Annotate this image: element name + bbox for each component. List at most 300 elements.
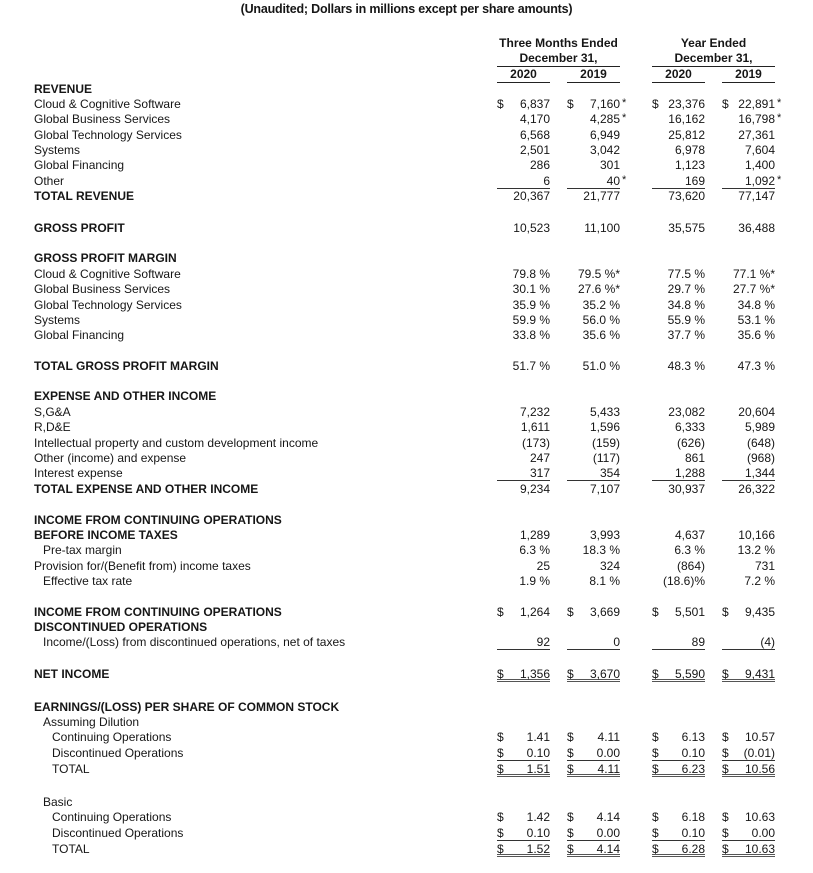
value-cell: [567, 267, 620, 282]
row-label: Interest expense: [34, 466, 123, 481]
currency-symbol: $: [722, 810, 729, 824]
cell-value: (117): [592, 450, 620, 465]
value-cell: [497, 267, 550, 282]
value-cell: [652, 359, 705, 374]
cell-value: 53.1 %: [737, 312, 775, 327]
cell-value: 33.8 %: [512, 328, 550, 343]
value-cell: [567, 221, 620, 236]
header-col-y-2020: 2020: [652, 67, 705, 83]
cell-value: 861: [684, 450, 705, 465]
cell-value: 47.3 %: [737, 359, 775, 373]
currency-symbol: $: [497, 842, 504, 856]
cell-value: 1.51: [526, 762, 550, 776]
value-cell: [722, 466, 775, 481]
cell-value: 79.8 %: [512, 267, 550, 281]
value-cell: [497, 746, 550, 761]
table-row: [0, 405, 813, 420]
value-cell: [652, 605, 705, 620]
value-cell: [497, 221, 550, 236]
cell-value: 59.9 %: [512, 312, 550, 327]
row-label: Global Technology Services: [34, 297, 182, 312]
cell-value: 79.5 %*: [577, 267, 620, 281]
cell-value: 73,620: [668, 188, 705, 203]
cell-value: 51.7 %: [512, 359, 550, 373]
row-label: EXPENSE AND OTHER INCOME: [34, 389, 217, 403]
table-row: [0, 436, 813, 451]
cell-value: 77.1 %*: [732, 267, 775, 281]
cell-value: 18.3 %: [582, 543, 620, 557]
value-cell: [497, 574, 550, 589]
cell-value: 23,082: [668, 405, 705, 419]
value-cell: [497, 559, 550, 574]
currency-symbol: $: [652, 826, 659, 840]
value-cell: [652, 810, 705, 825]
cell-value: 35.6 %: [582, 328, 620, 343]
value-cell: [652, 482, 705, 497]
cell-value: 7,160: [589, 97, 620, 111]
row-label: S,G&A: [34, 405, 71, 419]
value-cell: [652, 174, 705, 189]
currency-symbol: $: [722, 730, 729, 744]
subsection-title: [0, 795, 813, 810]
row-label: INCOME FROM CONTINUING OPERATIONS: [34, 513, 282, 527]
cell-value: (864): [676, 559, 705, 573]
cell-value: 4.14: [596, 842, 620, 856]
value-cell: [497, 282, 550, 297]
header-year-line1: Year Ended: [680, 36, 747, 50]
currency-symbol: $: [567, 730, 574, 744]
value-cell: [497, 359, 550, 374]
value-cell: [722, 605, 775, 620]
cell-value: 30,937: [668, 481, 705, 496]
cell-value: 6.3 %: [519, 543, 550, 557]
row-label: Cloud & Cognitive Software: [34, 267, 181, 281]
cell-value: 29.7 %: [667, 282, 705, 297]
section-title: [0, 700, 813, 715]
cell-value: 5,590: [674, 667, 705, 681]
row-label: Systems: [34, 142, 81, 157]
value-cell: [722, 143, 775, 158]
cell-value: 34.8 %: [737, 297, 775, 312]
value-cell: [652, 466, 705, 481]
row-label: NET INCOME: [34, 667, 110, 681]
value-cell: [497, 405, 550, 420]
value-cell: [497, 466, 550, 481]
cell-value: 6: [543, 173, 550, 188]
value-cell: [567, 451, 620, 466]
cell-value: 1,264: [519, 605, 550, 619]
cell-value: 1,356: [519, 667, 550, 681]
cell-value: 48.3 %: [667, 359, 705, 373]
value-cell: [722, 173, 782, 189]
cell-value: 1,400: [744, 158, 775, 173]
cell-value: 286: [529, 158, 550, 173]
currency-symbol: $: [722, 746, 729, 760]
cell-value: 26,322: [738, 481, 775, 496]
row-label: Continuing Operations: [52, 730, 172, 744]
row-label: TOTAL GROSS PROFIT MARGIN: [34, 359, 219, 373]
currency-symbol: $: [567, 810, 574, 824]
value-cell: [497, 97, 550, 112]
header-three-months-line2: December 31,: [519, 51, 598, 65]
value-cell: [722, 158, 775, 173]
cell-value: 6.28: [681, 842, 705, 856]
table-row: [0, 282, 813, 297]
cell-value: 11,100: [584, 221, 620, 235]
cell-value: 6,978: [674, 142, 705, 157]
table-row: [0, 112, 813, 127]
value-cell: [722, 667, 775, 682]
table-row: [0, 605, 813, 620]
value-cell: [722, 574, 775, 589]
cell-value: 22,891: [738, 97, 775, 111]
cell-value: 3,993: [589, 528, 620, 542]
header-three-months-line1: Three Months Ended: [499, 36, 618, 50]
table-row: [0, 313, 813, 328]
cell-value: 6.3 %: [674, 543, 705, 557]
currency-symbol: $: [652, 97, 659, 111]
cell-value: 16,162: [668, 112, 705, 127]
currency-symbol: $: [497, 762, 504, 776]
section-title: [0, 389, 813, 404]
table-row: [0, 826, 813, 841]
value-cell: [497, 328, 550, 343]
currency-symbol: $: [567, 826, 574, 840]
value-cell: [652, 128, 705, 143]
value-cell: [652, 405, 705, 420]
currency-symbol: $: [497, 730, 504, 744]
cell-value: (159): [591, 435, 620, 450]
value-cell: [497, 143, 550, 158]
currency-symbol: $: [497, 746, 504, 760]
value-cell: [652, 143, 705, 158]
currency-symbol: $: [567, 605, 574, 619]
value-cell: [567, 635, 620, 650]
table-row: [0, 559, 813, 574]
value-cell: [722, 328, 775, 343]
value-cell: [497, 730, 550, 745]
currency-symbol: $: [652, 730, 659, 744]
value-cell: [722, 482, 775, 497]
row-label: R,D&E: [34, 420, 71, 435]
value-cell: [652, 282, 705, 297]
currency-symbol: $: [497, 605, 504, 619]
table-row: [0, 482, 813, 497]
cell-value: 4.14: [596, 810, 620, 824]
table-row: [0, 762, 813, 777]
table-row: [0, 730, 813, 745]
cell-value: 1,344: [744, 466, 775, 481]
cell-value: 301: [599, 158, 620, 173]
value-cell: [567, 405, 620, 420]
cell-value: 324: [599, 559, 620, 573]
currency-symbol: $: [497, 667, 504, 681]
value-cell: [497, 605, 550, 620]
cell-value: 10.57: [744, 730, 775, 744]
currency-symbol: $: [567, 667, 574, 681]
value-cell: [722, 746, 775, 761]
value-cell: [497, 158, 550, 173]
currency-symbol: $: [567, 842, 574, 856]
footnote-asterisk: *: [622, 112, 627, 125]
value-cell: [722, 543, 775, 558]
cell-value: 16,798: [738, 112, 775, 127]
cell-value: 10.56: [744, 762, 775, 776]
cell-value: 0.10: [526, 746, 550, 760]
value-cell: [567, 543, 620, 558]
value-cell: [567, 112, 627, 127]
value-cell: [567, 282, 620, 297]
cell-value: 27.7 %*: [732, 282, 775, 297]
value-cell: [722, 359, 775, 374]
cell-value: 6.18: [681, 810, 705, 824]
row-label: Other (income) and expense: [34, 450, 187, 465]
cell-value: 6.13: [681, 730, 705, 744]
table-row: [0, 842, 813, 857]
cell-value: 0.10: [526, 826, 550, 840]
table-row: [0, 298, 813, 313]
value-cell: [722, 128, 775, 143]
cell-value: 0.00: [596, 826, 620, 840]
currency-symbol: $: [652, 842, 659, 856]
row-label: BEFORE INCOME TAXES: [34, 528, 178, 542]
value-cell: [567, 173, 627, 189]
value-cell: [652, 762, 705, 777]
cell-value: 5,989: [744, 420, 775, 435]
cell-value: 9,431: [744, 667, 775, 681]
cell-value: 169: [684, 173, 705, 188]
value-cell: [497, 482, 550, 497]
table-row: [0, 97, 813, 112]
value-cell: [652, 298, 705, 313]
value-cell: [567, 466, 620, 481]
value-cell: [567, 574, 620, 589]
value-cell: [722, 559, 775, 574]
value-cell: [497, 667, 550, 682]
cell-value: 7,232: [519, 405, 550, 419]
cell-value: 1,611: [520, 420, 550, 435]
row-label: Basic: [43, 795, 73, 809]
header-col-q-2020: 2020: [497, 67, 550, 83]
footnote-asterisk: *: [777, 173, 782, 186]
cell-value: 1.52: [526, 842, 550, 856]
currency-symbol: $: [722, 667, 729, 681]
value-cell: [652, 746, 705, 761]
currency-symbol: $: [722, 762, 729, 776]
value-cell: [497, 762, 550, 777]
value-cell: [567, 559, 620, 574]
value-cell: [567, 189, 620, 204]
value-cell: [652, 451, 705, 466]
row-label: Assuming Dilution: [43, 715, 140, 729]
table-row: [0, 746, 813, 761]
row-label: DISCONTINUED OPERATIONS: [34, 620, 208, 634]
currency-symbol: $: [652, 605, 659, 619]
cell-value: 37.7 %: [667, 328, 705, 343]
row-label: Effective tax rate: [43, 574, 133, 588]
row-label: TOTAL EXPENSE AND OTHER INCOME: [34, 481, 259, 496]
header-col-q-2019: 2019: [567, 67, 620, 83]
section-title: [0, 513, 813, 528]
value-cell: [722, 635, 775, 650]
value-cell: [567, 359, 620, 374]
value-cell: [497, 436, 550, 451]
value-cell: [497, 635, 550, 650]
footnote-asterisk: *: [777, 97, 782, 109]
cell-value: 8.1 %: [589, 574, 620, 588]
row-label: Global Business Services: [34, 112, 171, 127]
value-cell: [652, 543, 705, 558]
cell-value: 27.6 %*: [577, 282, 620, 297]
cell-value: (18.6)%: [662, 574, 705, 588]
cell-value: (968): [746, 450, 775, 465]
row-label: Discontinued Operations: [52, 826, 184, 840]
value-cell: [652, 574, 705, 589]
value-cell: [567, 482, 620, 497]
value-cell: [652, 221, 705, 236]
cell-value: 40: [606, 173, 620, 188]
row-label: TOTAL: [52, 842, 90, 856]
value-cell: [567, 97, 627, 112]
cell-value: 6,568: [519, 127, 550, 142]
row-label: Cloud & Cognitive Software: [34, 97, 181, 111]
row-label: Intellectual property and custom development income: [34, 435, 319, 450]
currency-symbol: $: [567, 746, 574, 760]
value-cell: [652, 189, 705, 204]
table-row: [0, 174, 813, 189]
value-cell: [497, 189, 550, 204]
header-three-months: [497, 36, 620, 67]
value-cell: [652, 436, 705, 451]
currency-symbol: $: [722, 826, 729, 840]
row-label: EARNINGS/(LOSS) PER SHARE OF COMMON STOCK: [34, 700, 340, 714]
value-cell: [652, 420, 705, 435]
currency-symbol: $: [652, 667, 659, 681]
value-cell: [497, 128, 550, 143]
cell-value: 6,837: [519, 97, 550, 111]
cell-value: 0.10: [681, 826, 705, 840]
currency-symbol: $: [652, 762, 659, 776]
cell-value: 247: [529, 450, 550, 465]
cell-value: 1,288: [674, 466, 705, 481]
value-cell: [497, 112, 550, 127]
value-cell: [497, 810, 550, 825]
row-label: Income/(Loss) from discontinued operations, net of taxes: [43, 635, 346, 649]
value-cell: [567, 730, 620, 745]
value-cell: [722, 298, 775, 313]
row-label: Pre-tax margin: [43, 543, 122, 557]
cell-value: 13.2 %: [737, 543, 775, 557]
cell-value: 0.00: [596, 746, 620, 760]
value-cell: [652, 559, 705, 574]
value-cell: [652, 313, 705, 328]
value-cell: [722, 267, 775, 282]
value-cell: [567, 605, 620, 620]
header-year-line2: December 31,: [674, 51, 753, 65]
cell-value: 27,361: [738, 127, 775, 142]
value-cell: [567, 826, 620, 841]
header-col-y-2019: 2019: [722, 67, 775, 83]
cell-value: 7.2 %: [744, 574, 775, 588]
row-label: Global Business Services: [34, 282, 171, 297]
value-cell: [652, 112, 705, 127]
table-row: [0, 143, 813, 158]
cell-value: 10,166: [738, 528, 775, 542]
cell-value: 7,604: [744, 142, 775, 157]
cell-value: 1,289: [519, 528, 550, 542]
row-label: Global Financing: [34, 328, 125, 343]
value-cell: [497, 451, 550, 466]
table-row: [0, 574, 813, 589]
value-cell: [652, 328, 705, 343]
value-cell: [567, 128, 620, 143]
cell-value: (648): [746, 435, 775, 450]
cell-value: 5,501: [674, 605, 705, 619]
currency-symbol: $: [567, 762, 574, 776]
table-row: [0, 451, 813, 466]
currency-symbol: $: [722, 97, 729, 111]
cell-value: 23,376: [668, 97, 705, 111]
row-label: TOTAL REVENUE: [34, 188, 135, 203]
table-row: [0, 359, 813, 374]
cell-value: 4.11: [597, 762, 620, 776]
value-cell: [722, 762, 775, 777]
value-cell: [497, 313, 550, 328]
cell-value: 4,637: [674, 528, 705, 542]
value-cell: [722, 420, 775, 435]
table-row: [0, 328, 813, 343]
footnote-asterisk: *: [777, 112, 782, 125]
cell-value: 3,670: [589, 667, 620, 681]
table-row: [0, 420, 813, 435]
cell-value: 9,234: [519, 481, 550, 496]
cell-value: 0: [613, 635, 620, 649]
subsection-title: [0, 715, 813, 730]
value-cell: [497, 420, 550, 435]
value-cell: [497, 842, 550, 857]
cell-value: 6,333: [674, 420, 705, 435]
cell-value: 36,488: [738, 221, 775, 235]
value-cell: [567, 528, 620, 543]
table-row: [0, 466, 813, 481]
table-row: [0, 158, 813, 173]
value-cell: [567, 762, 620, 777]
row-label: GROSS PROFIT: [34, 221, 125, 235]
currency-symbol: $: [652, 810, 659, 824]
value-cell: [567, 313, 620, 328]
section-title: [0, 251, 813, 266]
table-row: [0, 635, 813, 650]
cell-value: 34.8 %: [667, 297, 705, 312]
cell-value: 10,523: [513, 221, 550, 235]
cell-value: (626): [676, 435, 705, 450]
row-label: GROSS PROFIT MARGIN: [34, 251, 177, 265]
cell-value: 1.42: [526, 810, 550, 824]
value-cell: [497, 826, 550, 841]
cell-value: 317: [529, 466, 550, 481]
cell-value: 4.11: [597, 730, 620, 744]
value-cell: [567, 143, 620, 158]
value-cell: [722, 221, 775, 236]
value-cell: [652, 667, 705, 682]
cell-value: 1,092: [744, 173, 775, 188]
cell-value: 30.1 %: [512, 282, 550, 297]
table-row: [0, 128, 813, 143]
cell-value: 92: [536, 635, 550, 649]
header-year-ended: [652, 36, 775, 67]
cell-value: 354: [599, 466, 620, 481]
value-cell: [652, 158, 705, 173]
